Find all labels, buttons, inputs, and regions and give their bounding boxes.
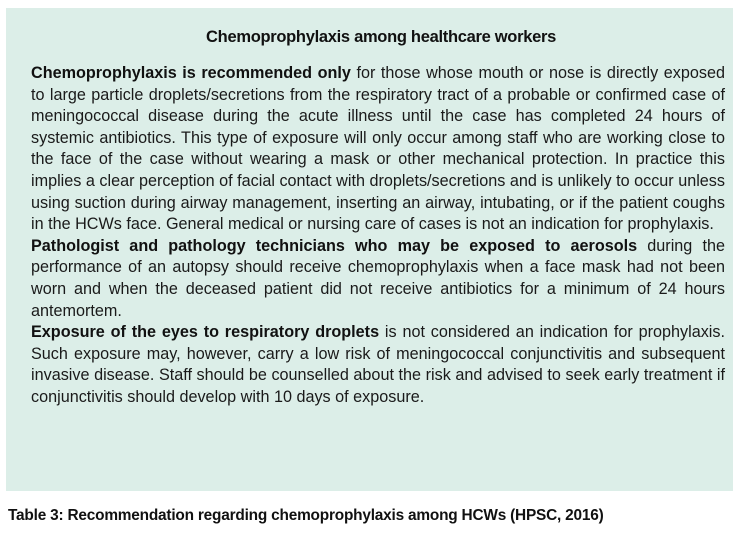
paragraph-body: for those whose mouth or nose is directly exposed to large particle droplets/secretions from the respiratory tract of a probable or confirmed case of meningococcal disease during the acute illness until the case has completed 24 hours of systemic antibiotics. This type of exposure will only occur among staff who are working close to the face of the case without wearing a mask or other mechanical protection. In practice this implies a clear perception of facial contact with droplets/secretions and is unlikely to occur unless using suction during airway management, inserting an airway, intubating, or if the patient coughs in the HCWs face. General medical or nursing care of cases is not an indication for prophylaxis. bbox=[31, 64, 725, 234]
paragraph-eye-exposure bbox=[31, 322, 725, 408]
table-caption: Table 3: Recommendation regarding chemoprophylaxis among HCWs (HPSC, 2016) bbox=[8, 507, 604, 524]
paragraph-lead: Exposure of the eyes to respiratory droplets bbox=[31, 323, 380, 342]
paragraph-chemoprophylaxis bbox=[31, 63, 725, 236]
recommendation-box bbox=[6, 8, 733, 491]
box-title: Chemoprophylaxis among healthcare workers bbox=[206, 28, 556, 46]
paragraph-lead: Chemoprophylaxis is recommended only bbox=[31, 64, 351, 82]
paragraph-pathologists bbox=[31, 236, 725, 322]
paragraph-body: is not considered an indication for prophylaxis. Such exposure may, however, carry a low risk of meningococcal conjunctivitis and subsequent invasive disease. Staff should be counselled about the risk and advised to seek early treatment if conjunctivitis should develop with 10 days of exposure. bbox=[31, 323, 725, 406]
paragraph-body: during the performance of an autopsy should receive chemoprophylaxis when a face mask had not been worn and when the deceased patient did not receive antibiotics for a minimum of 24 hours antemortem. bbox=[31, 236, 725, 320]
paragraph-lead: Pathologist and pathology technicians who may be exposed to aerosols bbox=[31, 236, 638, 255]
